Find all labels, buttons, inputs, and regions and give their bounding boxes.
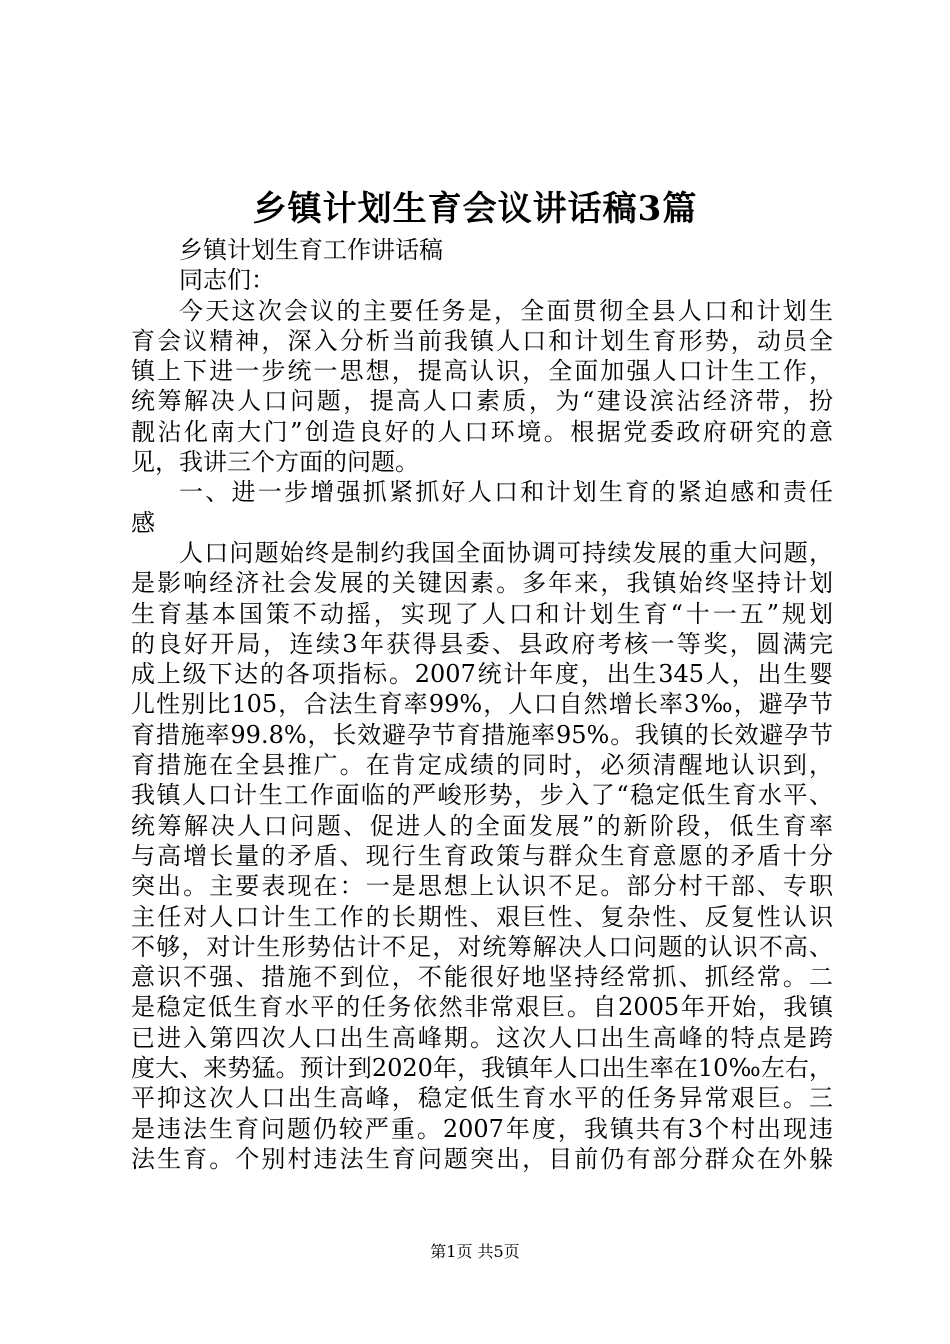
text-line: 成上级下达的各项指标。2007统计年度，出生345人，出生婴	[131, 660, 833, 689]
text-line: 是稳定低生育水平的任务依然非常艰巨。自2005年开始，我镇	[131, 993, 833, 1022]
text-line: 我镇人口计生工作面临的严峻形势，步入了“稳定低生育水平、	[131, 781, 833, 810]
text-line: 靓沾化南大门”创造良好的人口环境。根据党委政府研究的意	[131, 417, 833, 446]
text-line: 人口问题始终是制约我国全面协调可持续发展的重大问题，	[179, 538, 833, 567]
text-line: 与高增长量的矛盾、现行生育政策与群众生育意愿的矛盾十分	[131, 841, 833, 870]
text-line: 平抑这次人口出生高峰，稳定低生育水平的任务异常艰巨。三	[131, 1084, 833, 1113]
document-title: 乡镇计划生育会议讲话稿3篇	[252, 189, 698, 229]
text-line: 儿性别比105，合法生育率99%，人口自然增长率3‰，避孕节	[131, 690, 833, 719]
text-line: 生育基本国策不动摇，实现了人口和计划生育“十一五”规划	[131, 599, 833, 628]
text-line: 育会议精神，深入分析当前我镇人口和计划生育形势，动员全	[131, 326, 833, 355]
text-line: 意识不强、措施不到位，不能很好地坚持经常抓、抓经常。二	[131, 963, 833, 992]
text-line: 同志们：	[179, 266, 275, 295]
text-line: 见，我讲三个方面的问题。	[131, 448, 419, 477]
text-line: 主任对人口计生工作的长期性、艰巨性、复杂性、反复性认识	[131, 902, 833, 931]
text-line: 镇上下进一步统一思想，提高认识，全面加强人口计生工作，	[131, 357, 833, 386]
text-line: 已进入第四次人口出生高峰期。这次人口出生高峰的特点是跨	[131, 1023, 833, 1052]
text-line: 乡镇计划生育工作讲话稿	[179, 236, 443, 264]
text-line: 感	[131, 508, 155, 537]
document-body	[131, 235, 833, 1174]
text-line: 度大、来势猛。预计到2020年，我镇年人口出生率在10‰左右，	[131, 1054, 833, 1083]
text-line: 育措施在全县推广。在肯定成绩的同时，必须清醒地认识到，	[131, 751, 833, 780]
text-line: 是影响经济社会发展的关键因素。多年来，我镇始终坚持计划	[131, 569, 833, 598]
page-footer: 第1页 共5页	[430, 1242, 520, 1261]
text-line: 统筹解决人口问题、促进人的全面发展”的新阶段，低生育率	[131, 811, 833, 840]
text-line: 今天这次会议的主要任务是，全面贯彻全县人口和计划生	[179, 296, 833, 325]
text-line: 法生育。个别村违法生育问题突出，目前仍有部分群众在外躲	[131, 1144, 833, 1173]
text-line: 一、进一步增强抓紧抓好人口和计划生育的紧迫感和责任	[179, 478, 833, 507]
text-line: 育措施率99.8%，长效避孕节育措施率95%。我镇的长效避孕节	[131, 720, 833, 749]
text-line: 突出。主要表现在：一是思想上认识不足。部分村干部、专职	[131, 872, 833, 901]
text-line: 是违法生育问题仍较严重。2007年度，我镇共有3个村出现违	[131, 1114, 833, 1143]
text-line: 的良好开局，连续3年获得县委、县政府考核一等奖，圆满完	[131, 629, 833, 658]
text-line: 不够，对计生形势估计不足，对统筹解决人口问题的认识不高、	[131, 932, 833, 961]
text-line: 统筹解决人口问题，提高人口素质，为“建设滨沾经济带，扮	[131, 387, 833, 416]
